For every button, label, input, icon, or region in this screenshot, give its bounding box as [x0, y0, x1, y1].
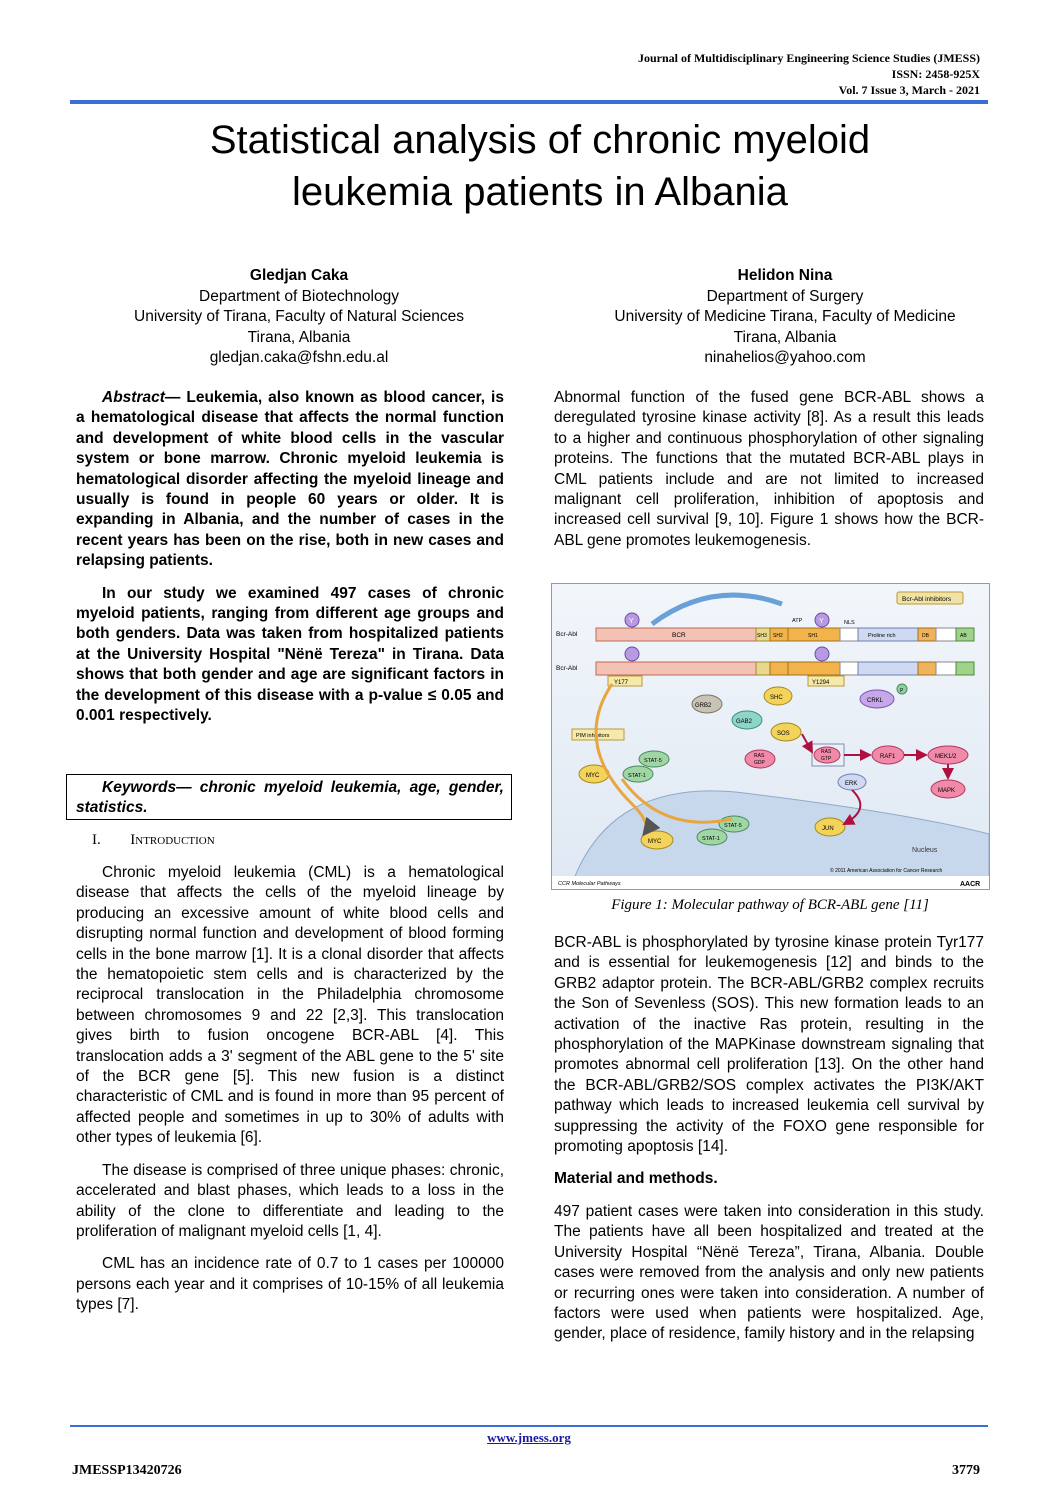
methods-paragraph-1: 497 patient cases were taken into consideration in this study. The patients have all been hospitalized and treated at the University Hospital “Nënë Tereza”, Tirana, Albania. Double cases were removed from the analysis and only new patients or recurring ones were taken into consideration. A number of factors were used when patients were hospitalized. Age, gender, place of residence, family history and in the relapsing [554, 1202, 984, 1343]
author-block-1 [70, 266, 528, 369]
y177-label: Y177 [614, 680, 629, 686]
y1294-label: Y1294 [812, 680, 830, 686]
abstract-paragraph-2: In our study we examined 497 cases of chronic myeloid patients, ranging from different age groups and both genders. Data was taken from hospitalized patients at the University Hospital "Nënë Tereza" in Tirana. Data shows that both gender and age are significant factors in the development of this disease with a p-value ≤ 0.05 and 0.001 respectively. [76, 584, 504, 725]
section-title: Introduction [130, 832, 215, 848]
author-email[interactable]: gledjan.caka@fshn.edu.al [209, 349, 389, 366]
intro-paragraph-1: Chronic myeloid leukemia (CML) is a hematological disease that affects the cells of the myeloid lineage by producing an excessive amount of white blood cells and disrupting normal function and development of blood forming cells in the bone marrow [1]. It is a clonal disorder that affects the hematopoietic stem cells and is characterized by the reciprocal translocation in the Philadelphia chromosome between chromosomes 9 and 22 [2,3]. This translocation gives birth to fusion oncogene BCR-ABL [4]. This translocation adds a 3' segment of the ABL gene to the 5' site of the BCR gene [5]. This new fusion is a distinct characteristic of CML and is found in more than 95 percent of affected people and sometimes in up to 30% of adults with other types of leukemia [6]. [76, 864, 504, 1147]
abstract-text-1: — Leukemia, also known as blood cancer, is a hematological disease that affects the normal function and development of white blood cells in the vascular system or bone marrow. Chronic myeloid leukemia is hematological disorder affecting the myeloid lineage and usually is found in people 60 years or older. It is expanding in Albania, and the number of cases in the recent years has been on the rise, both in new cases and relapsing patients. [76, 389, 504, 570]
proline-label: Proline rich [868, 633, 896, 639]
footer-id: JMESSP13420726 [72, 1463, 182, 1478]
ab-segment-2 [956, 662, 974, 675]
author-city: Tirana, Albania [247, 328, 351, 346]
raf1-label: RAF1 [880, 754, 896, 760]
figure-1 [551, 583, 990, 890]
author-affiliation: University of Medicine Tirana, Faculty of Medicine [614, 308, 956, 325]
aacr-logo: AACR [960, 881, 981, 888]
paper-title [80, 114, 1000, 218]
sh2-label: SH2 [773, 633, 783, 639]
abstract-label: Abstract [102, 389, 165, 406]
footer-rule [70, 1425, 988, 1427]
abstract-paragraph-1 [76, 388, 504, 572]
sh3-label: SH3 [757, 633, 767, 639]
rasgtp-label-1: RAS [821, 749, 832, 755]
myc-label: MYC [586, 773, 600, 779]
stat1-nucleus-label: STAT-1 [702, 836, 720, 842]
bcr-label: BCR [672, 632, 686, 639]
nls-segment [840, 628, 858, 641]
sh1-segment-2 [788, 662, 840, 675]
sh2-segment-2 [770, 662, 788, 675]
bcrabl-label-2: Bcr-Abl [556, 665, 578, 672]
db-label: DB [922, 633, 929, 639]
stat5-nucleus-label: STAT-5 [724, 823, 742, 829]
methods-heading: Material and methods. [554, 1170, 718, 1188]
abstract [76, 388, 504, 739]
p-label: P [900, 688, 904, 694]
y-label-2: Y [819, 618, 824, 625]
right-paragraph-1: Abnormal function of the fused gene BCR-ABL shows a deregulated tyrosine kinase activity [8]. As a result this leads to a higher and continuous phosphorylation of other signaling proteins. The functions that the mutated BCR-ABL plays in CML patients include and are not limited to increased malignant cell proliferation, inhibition of apoptosis and increased cell survival [9, 10]. Figure 1 shows how the BCR-ABL gene promotes leukemogenesis. [554, 389, 984, 549]
y-star-3 [625, 647, 639, 661]
author-dept: Department of Surgery [706, 287, 864, 305]
stat1-label: STAT-1 [628, 773, 646, 779]
nls-segment-2 [840, 662, 858, 675]
nucleus-label: Nucleus [912, 847, 938, 854]
rasgtp-label-2: GTP [821, 756, 832, 762]
shc-label: SHC [770, 695, 783, 701]
author-name: Gledjan Caka [249, 267, 349, 284]
keywords: Keywords— chronic myeloid leukemia, age, gender, statistics. [76, 779, 504, 817]
ab-label: AB [960, 633, 967, 639]
nls-label: NLS [844, 620, 855, 626]
title-line-1: Statistical analysis of chronic myeloid [209, 118, 871, 162]
sos-label: SOS [777, 731, 790, 737]
rasgdp-label-2: GDP [754, 760, 765, 766]
gap-segment [936, 628, 956, 641]
title-line-2: leukemia patients in Albania [292, 170, 788, 214]
introduction [76, 863, 504, 1328]
footer-url[interactable]: www.jmess.org [487, 1430, 571, 1445]
figure-source: CCR Molecular Pathways [558, 881, 621, 887]
intro-paragraph-3: CML has an incidence rate of 0.7 to 1 cases per 100000 persons each year and it comprises of 10-15% of all leukemia types [7]. [76, 1255, 504, 1314]
header-rule [70, 100, 988, 104]
crkl-label: CRKL [867, 698, 884, 704]
bcr-segment-2 [596, 662, 756, 675]
section-number: I. [92, 832, 101, 848]
rasgdp-label-1: RAS [754, 753, 765, 759]
right-column-lower [554, 933, 984, 1345]
author-name: Helidon Nina [737, 267, 833, 284]
atp-label: ATP [792, 618, 803, 624]
sh1-label: SH1 [808, 633, 818, 639]
pim-label: PIM inhibitors [576, 733, 610, 739]
journal-issn: ISSN: 2458-925X [891, 67, 980, 81]
mapk-label: MAPK [938, 788, 956, 794]
page-number: 3779 [952, 1463, 980, 1478]
right-paragraph-2: BCR-ABL is phosphorylated by tyrosine kinase protein Tyr177 and is essential for leukemogenesis [12] and binds to the GRB2 adaptor protein. The BCR-ABL/GRB2 complex recruits the Son of Sevenless (SOS). This new formation leads to an activation of the inactive Ras protein, resulting in the phosphorylation of the MAPKinase downstream signaling that promotes abnormal cell proliferation [13]. On the other hand the BCR-ABL/GRB2/SOS complex activates the PI3K/AKT pathway which leads to increased leukemia cell survival by suppressing the activity of the FOXO gene responsible for promoting apoptosis [14]. [554, 934, 984, 1156]
y-star-4 [815, 647, 829, 661]
gab2-label: GAB2 [736, 719, 753, 725]
author-email[interactable]: ninahelios@yahoo.com [704, 349, 866, 366]
section-heading-introduction [92, 832, 215, 849]
journal-name: Journal of Multidisciplinary Engineering Science Studies (JMESS) [637, 51, 980, 65]
author-affiliation: University of Tirana, Faculty of Natural Sciences [134, 308, 464, 325]
myc-nucleus-label: MYC [648, 839, 662, 845]
pathway-diagram [552, 584, 989, 889]
jun-label: JUN [822, 826, 834, 832]
author-dept: Department of Biotechnology [199, 287, 399, 305]
author-block-2 [560, 266, 1010, 369]
intro-paragraph-2: The disease is comprised of three unique phases: chronic, accelerated and blast phases, which leads to a loss in the ability of the clone to differentiate and leading to the proliferation of malignant myeloid cells [1, 4]. [76, 1161, 504, 1240]
y-label-1: Y [629, 618, 634, 625]
grb2-label: GRB2 [695, 703, 712, 709]
inhibitors-label: Bcr-Abl inhibitors [902, 596, 952, 603]
bcrabl-label-1: Bcr-Abl [556, 631, 578, 638]
sh3-segment-2 [756, 662, 770, 675]
figure-caption: Figure 1: Molecular pathway of BCR-ABL gene [11] [611, 897, 929, 913]
erk-label: ERK [845, 781, 858, 787]
db-segment-2 [918, 662, 936, 675]
stat5-label: STAT-5 [644, 758, 662, 764]
author-city: Tirana, Albania [733, 328, 837, 346]
mek-label: MEK1/2 [935, 754, 957, 760]
journal-volume: Vol. 7 Issue 3, March - 2021 [838, 83, 980, 97]
gap-segment-2 [936, 662, 956, 675]
journal-header [638, 50, 980, 98]
figure-copyright: © 2011 American Association for Cancer Research [830, 868, 943, 874]
proline-segment-2 [858, 662, 918, 675]
